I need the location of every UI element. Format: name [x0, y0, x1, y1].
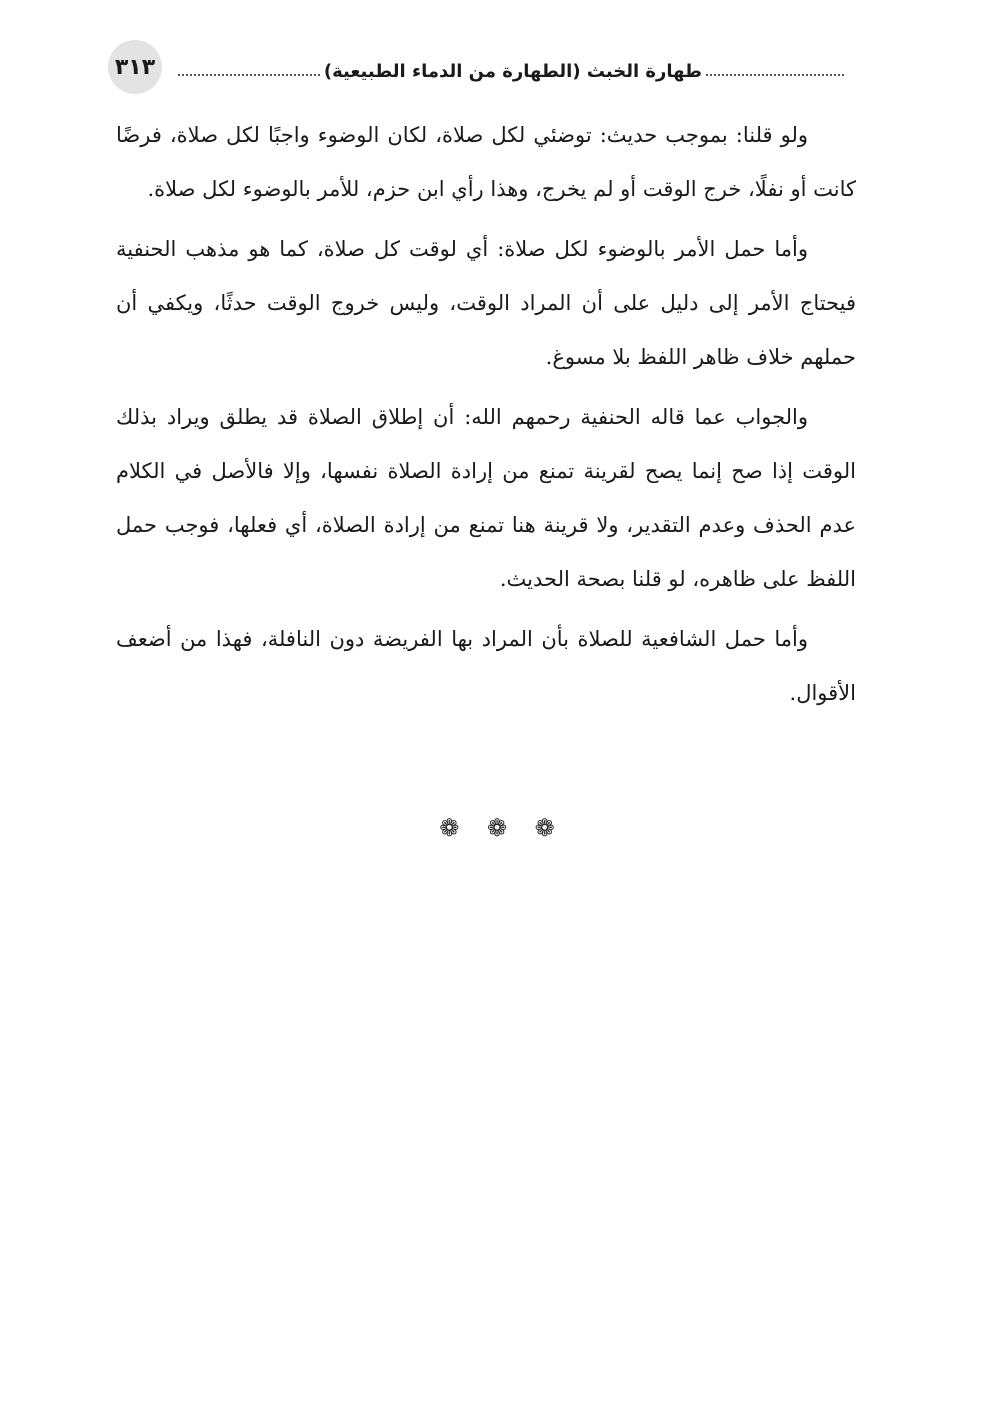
body-text	[116, 108, 856, 726]
dotted-leader-left	[178, 74, 320, 76]
page-header	[108, 40, 844, 96]
dotted-leader-right	[706, 74, 844, 76]
page-number: ٣١٣	[108, 40, 162, 94]
paragraph: وأما حمل الشافعية للصلاة بأن المراد بها الفريضة دون النافلة، فهذا من أضعف الأقوال.	[116, 627, 856, 705]
paragraph: ولو قلنا: بموجب حديث: توضئي لكل صلاة، لكان الوضوء واجبًا لكل صلاة، فرضًا كانت أو نفلًا، خرج الوقت أو لم يخرج، وهذا رأي ابن حزم، للأمر بالوضوء لكل صلاة.	[116, 123, 856, 201]
running-header	[178, 54, 844, 82]
running-title: طهارة الخبث (الطهارة من الدماء الطبيعية)	[323, 61, 702, 82]
section-end-ornament: ❁ ❁ ❁	[439, 814, 565, 842]
paragraph: والجواب عما قاله الحنفية رحمهم الله: أن إطلاق الصلاة قد يطلق ويراد بذلك الوقت إذا صح إنما يصح لقرينة تمنع من إرادة الصلاة نفسها، وإلا فالأصل في الكلام عدم الحذف وعدم التقدير، ولا قرينة هنا تمنع من إرادة الصلاة، أي فعلها، فوجب حمل اللفظ على ظاهره، لو قلنا بصحة الحديث.	[116, 405, 856, 591]
paragraph: وأما حمل الأمر بالوضوء لكل صلاة: أي لوقت كل صلاة، كما هو مذهب الحنفية فيحتاج الأمر إلى دليل على أن المراد الوقت، وليس خروج الوقت حدثًا، ويكفي أن حملهم خلاف ظاهر اللفظ بلا مسوغ.	[116, 237, 856, 369]
